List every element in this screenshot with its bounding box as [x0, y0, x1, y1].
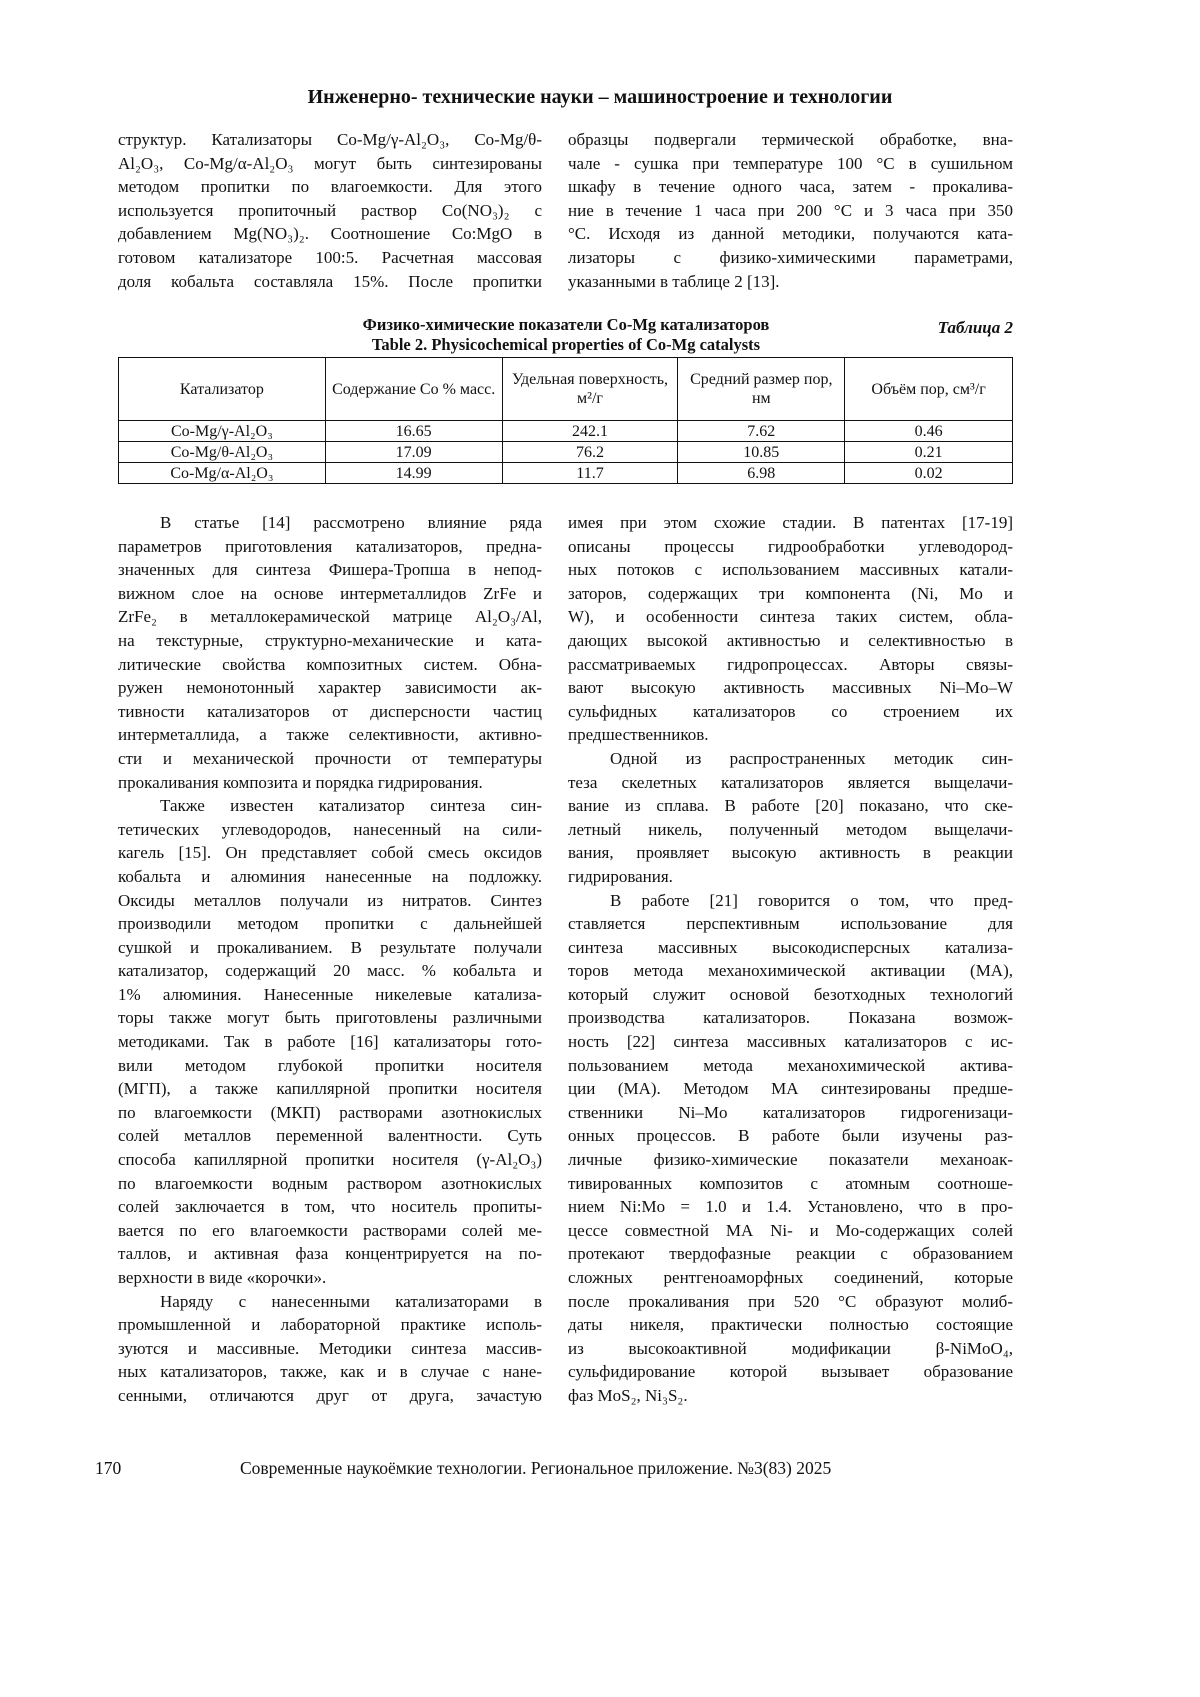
text-line: указанными в таблице 2 [13]. — [568, 271, 780, 291]
text-line: значенных для синтеза Фишера-Тропша в непод- — [118, 560, 542, 580]
properties-table — [118, 357, 1013, 484]
text-line: °C. Исходя из данной методики, получаются ката- — [568, 224, 1013, 244]
text-line: структур. Катализаторы Co-Mg/γ-Al₂O₃, Co-Mg/θ- — [118, 130, 542, 149]
table-cell: 10.85 — [678, 442, 845, 463]
text-line: интерметаллида, а также селективности, активно- — [118, 725, 542, 745]
table-cell: 0.21 — [845, 442, 1013, 463]
table-row — [119, 421, 1013, 442]
text-line: сложных рентгеноаморфных соединений, которые — [568, 1268, 1013, 1287]
text-line: предшественников. — [568, 725, 709, 745]
table-row — [119, 442, 1013, 463]
text-line: способа капиллярной пропитки носителя (γ-Al₂O₃) — [118, 1150, 542, 1170]
text-line: личные физико-химические показатели механоак- — [568, 1150, 1013, 1170]
text-line: по влагоемкости (МКП) растворами азотнокислых — [118, 1102, 542, 1122]
text-line: торы также могут быть приготовлены различными — [118, 1008, 542, 1028]
text-line: Одной из распространенных методик син- — [610, 748, 1013, 768]
text-line: ZrFe₂ в металлокерамической матрице Al₂O₃/Al, — [118, 607, 542, 627]
text-line: таллов, и активная фаза концентрируется на по- — [118, 1244, 542, 1264]
text-line: вили методом глубокой пропитки носителя — [118, 1055, 542, 1075]
text-line: нием Ni:Mo = 1.0 и 1.4. Установлено, что в про- — [568, 1197, 1013, 1217]
text-line: W), и особенности синтеза таких систем, обла- — [568, 607, 1013, 627]
text-line: (МГП), а также капиллярной пропитки носителя — [118, 1079, 542, 1099]
text-line: тетических углеводородов, нанесенный на сили- — [118, 819, 542, 839]
text-line: цессе совместной МА Ni- и Mo-содержащих солей — [568, 1220, 1013, 1240]
text-line: летный никель, полученный методом выщелачи- — [568, 819, 1013, 839]
text-line: сти и механической прочности от температуры — [118, 748, 542, 768]
text-line: торов метода механохимической активации (МА), — [568, 961, 1013, 981]
text-line: ции (МА). Методом МА синтезированы предше- — [568, 1079, 1013, 1099]
text-line: промышленной и лабораторной практике исполь- — [118, 1315, 542, 1335]
table-cell: 0.02 — [845, 463, 1013, 484]
table-cell: Co-Mg/θ-Al₂O₃ — [119, 442, 326, 463]
page-number: 170 — [95, 1458, 122, 1478]
text-line: кагель [15]. Он представляет собой смесь оксидов — [118, 843, 542, 863]
text-line: гидрирования. — [568, 866, 673, 886]
table-cell: 242.1 — [502, 421, 678, 442]
text-line: даты никеля, практически полностью состоящие — [568, 1315, 1013, 1335]
table-cell: 0.46 — [845, 421, 1013, 442]
text-line: образцы подвергали термической обработке, вна- — [568, 130, 1013, 149]
text-line: методиками. Так в работе [16] катализаторы гото- — [118, 1032, 542, 1052]
text-line: вают высокую активность массивных Ni–Mo–W — [568, 678, 1013, 698]
text-line: Также известен катализатор синтеза син- — [160, 796, 542, 816]
text-line: солей заключается в том, что носитель пропиты- — [118, 1197, 542, 1217]
text-line: 1% алюминия. Нанесенные никелевые катализа- — [118, 984, 542, 1004]
text-line: производили методом пропитки с дальнейшей — [118, 914, 542, 934]
text-line: тивированных композитов с атомным соотноше- — [568, 1173, 1013, 1193]
running-title: Инженерно- технические науки – машиностроение и технологии — [307, 86, 893, 108]
text-line: кобальта и алюминия нанесенные на подложку. — [118, 866, 542, 886]
table-cell: 7.62 — [678, 421, 845, 442]
text-line: ружен немонотонный характер зависимости ак- — [118, 678, 542, 698]
text-line: после прокаливания при 520 °C образуют молиб- — [568, 1291, 1013, 1311]
text-line: готовом катализаторе 100:5. Расчетная массовая — [118, 247, 542, 267]
table-cell: Co-Mg/α-Al₂O₃ — [119, 463, 326, 484]
text-line: ственники Ni–Mo катализаторов гидрогенизаци- — [568, 1102, 1013, 1122]
text-line: доля кобальта составляла 15%. После пропитки — [118, 271, 542, 291]
table-title-ru: Физико-химические показатели Co-Mg катализаторов — [362, 315, 770, 334]
table-cell: 16.65 — [325, 421, 502, 442]
text-line: пользованием метода механохимической актива- — [568, 1055, 1013, 1075]
header-pore-volume: Объём пор, см³/г — [845, 358, 1013, 421]
text-line: Наряду с нанесенными катализаторами в — [160, 1291, 542, 1311]
text-line: вание из сплава. В работе [20] показано, что ске- — [568, 796, 1013, 816]
header-surface-area: Удельная поверхность, м²/г — [502, 358, 678, 421]
text-line: производства катализаторов. Показана возмож- — [568, 1008, 1013, 1028]
text-line: верхности в виде «корочки». — [118, 1268, 327, 1287]
text-line: прокаливания композита и порядка гидрирования. — [118, 772, 483, 792]
text-line: шкафу в течение одного часа, затем - прокалива- — [568, 177, 1013, 197]
table-cell: 17.09 — [325, 442, 502, 463]
text-line: методом пропитки по влагоемкости. Для этого — [118, 177, 542, 197]
text-line: ных катализаторов, также, как и в случае с нане- — [118, 1362, 542, 1382]
text-line: дающих высокой активностью и селективностью в — [568, 630, 1013, 650]
text-line: Оксиды металлов получали из нитратов. Синтез — [118, 890, 542, 910]
text-line: онных процессов. В работе были изучены раз- — [568, 1126, 1013, 1146]
text-column-top-left — [118, 128, 542, 293]
text-line: параметров приготовления катализаторов, предна- — [118, 536, 542, 556]
table-cell: 76.2 — [502, 442, 678, 463]
text-line: Al₂O₃, Co-Mg/α-Al₂O₃ могут быть синтезированы — [118, 153, 542, 173]
text-line: В работе [21] говорится о том, что пред- — [610, 890, 1013, 910]
text-line: на текстурные, структурно-механические и ката- — [118, 630, 542, 650]
text-line: рассматриваемых гидропроцессах. Авторы связы- — [568, 654, 1013, 674]
text-line: описаны процессы гидрообработки углеводород- — [568, 536, 1013, 556]
journal-footer: Современные наукоёмкие технологии. Региональное приложение. №3(83) 2025 — [240, 1458, 832, 1478]
table-header-row — [119, 358, 1013, 421]
table-cell: Co-Mg/γ-Al₂O₃ — [119, 421, 326, 442]
text-column-top-right — [568, 128, 1013, 293]
text-line: имея при этом схожие стадии. В патентах [17-19] — [568, 513, 1013, 532]
text-line: катализатор, содержащий 20 масс. % кобальта и — [118, 961, 542, 981]
text-line: вается по его влагоемкости растворами солей ме- — [118, 1220, 542, 1240]
text-line: литические свойства композитных систем. Обна- — [118, 654, 542, 674]
text-line: вания, проявляет высокую активность в реакции — [568, 843, 1013, 863]
text-line: заторов, содержащих три компонента (Ni, Mo и — [568, 583, 1013, 603]
text-line: по влагоемкости водным раствором азотнокислых — [118, 1173, 542, 1193]
text-column-left — [118, 511, 542, 1408]
table-cell: 11.7 — [502, 463, 678, 484]
table-row — [119, 463, 1013, 484]
text-line: лизаторы с физико-химическими параметрами, — [568, 247, 1013, 267]
text-line: синтеза массивных высокодисперсных катализа- — [568, 937, 1013, 957]
text-line: вижном слое на основе интерметаллидов ZrFe и — [118, 583, 542, 603]
text-line: из высокоактивной модификации β-NiMoO₄, — [568, 1338, 1013, 1358]
text-line: протекают твердофазные реакции с образованием — [568, 1244, 1013, 1264]
header-co-content: Содержание Co % масс. — [325, 358, 502, 421]
text-line: ных потоков с использованием массивных катали- — [568, 560, 1013, 580]
header-catalyst: Катализатор — [119, 358, 326, 421]
text-line: добавлением Mg(NO₃)₂. Соотношение Co:MgO в — [118, 224, 542, 244]
text-column-right — [568, 511, 1013, 1408]
header-pore-size: Средний размер пор, нм — [678, 358, 845, 421]
text-line: ность [22] синтеза массивных катализаторов с ис- — [568, 1032, 1013, 1052]
text-line: фаз MoS₂, Ni₃S₂. — [568, 1385, 688, 1405]
text-line: теза скелетных катализаторов является выщелачи- — [568, 772, 1013, 792]
text-line: тивности катализаторов от дисперсности частиц — [118, 701, 542, 721]
text-line: сульфидирование которой вызывает образование — [568, 1362, 1013, 1382]
text-line: используется пропиточный раствор Co(NO₃)₂ с — [118, 200, 542, 220]
text-line: сенными, отличаются друг от друга, зачастую — [118, 1385, 542, 1405]
text-line: ставляется перспективным использование для — [568, 914, 1013, 934]
text-line: ние в течение 1 часа при 200 °C и 3 часа при 350 — [568, 200, 1013, 220]
text-line: В статье [14] рассмотрено влияние ряда — [160, 513, 542, 532]
table-title-en: Table 2. Physicochemical properties of Co-Mg catalysts — [371, 335, 761, 354]
text-line: чале - сушка при температуре 100 °C в сушильном — [568, 153, 1013, 173]
text-line: который служит основой безотходных технологий — [568, 984, 1013, 1004]
text-line: сушкой и прокаливанием. В результате получали — [118, 937, 542, 957]
table-cell: 14.99 — [325, 463, 502, 484]
table-label: Таблица 2 — [937, 318, 1013, 337]
table-cell: 6.98 — [678, 463, 845, 484]
text-line: сульфидных катализаторов со строением их — [568, 701, 1013, 721]
text-line: зуются и массивные. Методики синтеза массив- — [118, 1338, 542, 1358]
text-line: солей металлов переменной валентности. Суть — [118, 1126, 542, 1146]
